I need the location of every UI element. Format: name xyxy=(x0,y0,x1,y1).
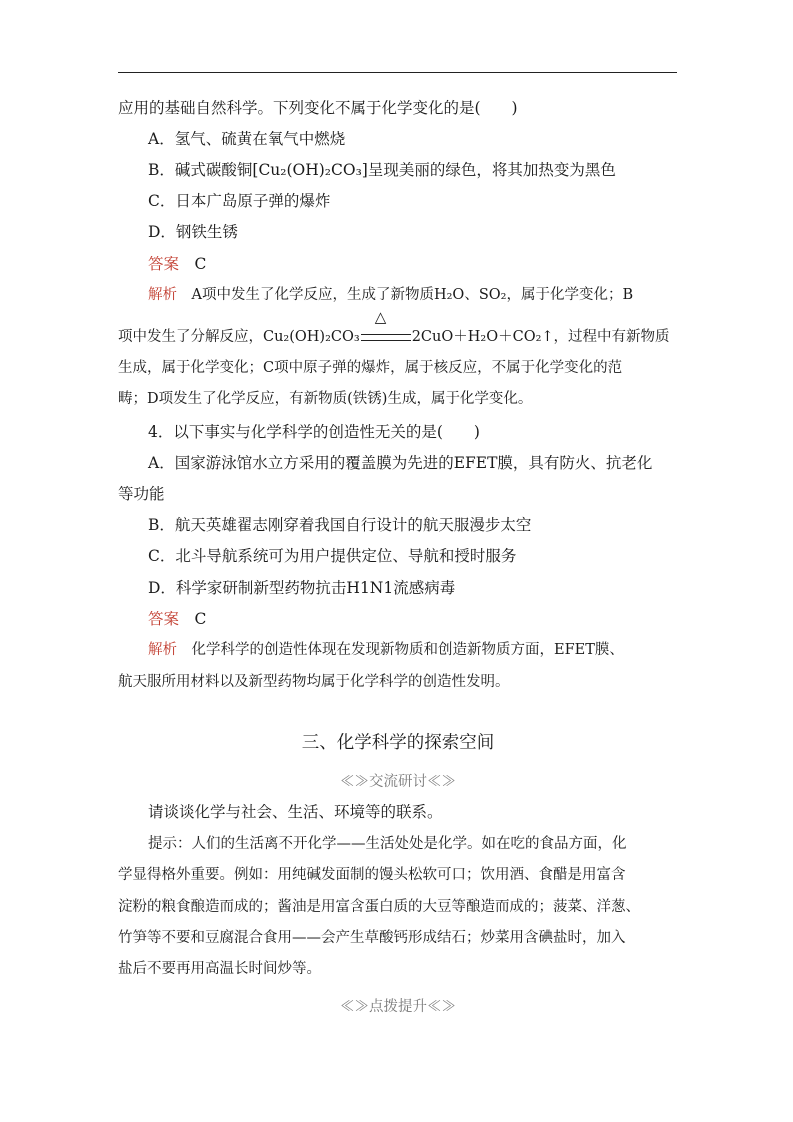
q4-option-a-line1: A．国家游泳馆水立方采用的覆盖膜为先进的EFET膜，具有防火、抗老化 xyxy=(148,454,653,472)
q4-option-d: D．科学家研制新型药物抗击H1N1流感病毒 xyxy=(148,579,456,597)
q4-option-b: B．航天英雄翟志刚穿着我国自行设计的航天服漫步太空 xyxy=(148,516,532,534)
q3-answer xyxy=(148,253,708,275)
hint-line2: 学显得格外重要。例如：用纯碱发面制的馒头松软可口；饮用酒、食醋是用富含 xyxy=(118,867,626,883)
q4-analysis-text1: 化学科学的创造性体现在发现新物质和创造新物质方面，EFET膜、 xyxy=(191,642,624,658)
q3-analysis-text2a: 项中发生了分解反应，Cu₂(OH)₂CO₃ xyxy=(118,329,360,345)
q4-answer xyxy=(148,608,708,630)
exchange-discussion-heading: ≪≫交流研讨≪≫ xyxy=(340,774,456,790)
q3-analysis-line3: 生成，属于化学变化；C项中原子弹的爆炸，属于核反应，不属于化学变化的范 xyxy=(118,360,623,376)
hint-line3: 淀粉的粮食酿造而成的；酱油是用富含蛋白质的大豆等酿造而成的；菠菜、洋葱、 xyxy=(118,899,640,915)
q3-analysis-label: 解析 xyxy=(148,287,177,303)
heat-triangle-icon: △ xyxy=(374,308,387,326)
q3-analysis-line1 xyxy=(148,284,678,306)
section-title: 三、化学科学的探索空间 xyxy=(301,733,495,753)
q4-analysis-label: 解析 xyxy=(148,642,177,658)
q4-analysis-line1 xyxy=(148,639,678,661)
heat-equation-sign xyxy=(360,308,412,348)
q3-analysis-line4: 畴；D项发生了化学反应，有新物质(铁锈)生成，属于化学变化。 xyxy=(118,391,533,407)
header-rule xyxy=(118,72,677,73)
q3-option-a: A．氢气、硫黄在氧气中燃烧 xyxy=(148,130,346,148)
q3-answer-label: 答案 xyxy=(148,255,180,273)
q3-analysis-line2 xyxy=(118,308,678,348)
hint-line4: 竹笋等不要和豆腐混合食用——会产生草酸钙形成结石；炒菜用含碘盐时，加入 xyxy=(118,930,626,946)
q3-analysis-text2b: 2CuO＋H₂O＋CO₂↑，过程中有新物质 xyxy=(411,329,670,345)
q4-stem: 4．以下事实与化学科学的创造性无关的是( ) xyxy=(148,423,480,441)
q4-answer-value: C xyxy=(194,610,207,628)
q4-option-c: C．北斗导航系统可为用户提供定位、导航和授时服务 xyxy=(148,547,517,565)
tips-heading: ≪≫点拨提升≪≫ xyxy=(340,999,456,1015)
q4-option-a-line2: 等功能 xyxy=(118,485,165,503)
q4-answer-label: 答案 xyxy=(148,610,180,628)
q3-option-b: B．碱式碳酸铜[Cu₂(OH)₂CO₃]呈现美丽的绿色，将其加热变为黑色 xyxy=(148,161,616,179)
q3-analysis-text1: A项中发生了化学反应，生成了新物质H₂O、SO₂，属于化学变化；B xyxy=(191,287,634,303)
q4-analysis-line2: 航天服所用材料以及新型药物均属于化学科学的创造性发明。 xyxy=(118,674,510,690)
hint-line5: 盐后不要再用高温长时间炒等。 xyxy=(118,961,321,977)
q3-stem: 应用的基础自然科学。下列变化不属于化学变化的是( ) xyxy=(118,99,518,117)
q3-option-c: C．日本广岛原子弹的爆炸 xyxy=(148,192,331,210)
discussion-question: 请谈谈化学与社会、生活、环境等的联系。 xyxy=(148,803,443,821)
q3-answer-value: C xyxy=(194,255,207,273)
hint-line1: 提示：人们的生活离不开化学——生活处处是化学。如在吃的食品方面，化 xyxy=(148,836,627,852)
q3-option-d: D．钢铁生锈 xyxy=(148,223,238,241)
